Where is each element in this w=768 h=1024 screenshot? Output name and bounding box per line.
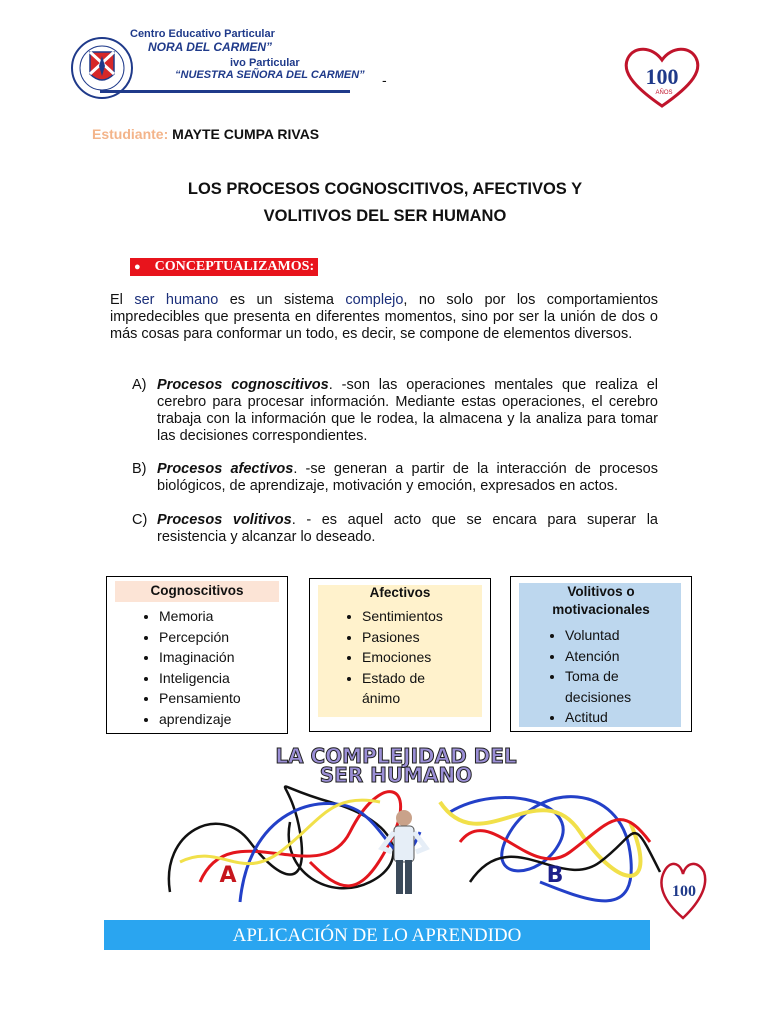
list-item: • Pasiones	[362, 627, 448, 648]
box-heading: Cognoscitivos	[115, 581, 279, 602]
box-cognoscitivos	[106, 576, 288, 734]
school-name-line4: “NUESTRA SEÑORA DEL CARMEN”	[175, 69, 365, 81]
list-item: • Voluntad	[565, 625, 655, 646]
title-line1: LOS PROCESOS COGNOSCITIVOS, AFECTIVOS Y	[187, 180, 583, 198]
bullet-dot-icon: ●	[134, 261, 141, 273]
page-title	[120, 176, 650, 230]
svg-text:100: 100	[672, 883, 696, 900]
complexity-illustration	[160, 742, 668, 905]
illustration-title-2: SER HUMANO	[319, 763, 473, 787]
school-name-line3: ivo Particular	[230, 57, 300, 69]
box-heading: Afectivos	[369, 585, 431, 600]
student-name: MAYTE CUMPA RIVAS	[172, 126, 320, 142]
box-list	[511, 625, 655, 728]
list-item: • Imaginación	[159, 647, 287, 668]
list-item: • Toma de decisiones	[565, 666, 655, 707]
illustration-title-1: LA COMPLEJIDAD DEL	[275, 744, 517, 768]
item-text: . -son las operaciones mentales que realiza el cerebro para procesar información. Mediante estas operaciones, el cerebro trabaja con la información que le rodea, la almacena y la analiza para tomar las decisiones correspondientes.	[157, 377, 659, 444]
item-text: . -se generan a partir de la interacción de procesos biológicos, de aprendizaje, motivación y emoción, expresados en actos.	[157, 461, 658, 494]
list-item: • Inteligencia	[159, 668, 287, 689]
list-item: • Estado de ánimo	[362, 668, 448, 709]
list-item: • aprendizaje	[159, 709, 287, 730]
header-divider	[100, 90, 350, 93]
process-item-a	[132, 377, 658, 445]
intro-text: El	[110, 292, 135, 308]
item-text: . - es aquel acto que se encara para superar la resistencia y alcanzar lo deseado.	[157, 512, 658, 545]
intro-paragraph	[110, 292, 658, 343]
school-name-line2: NORA DEL CARMEN”	[148, 40, 273, 54]
svg-text:AÑOS: AÑOS	[655, 90, 673, 96]
item-term: Procesos cognoscitivos	[157, 377, 329, 393]
svg-text:100: 100	[645, 64, 679, 89]
item-letter: B)	[132, 461, 147, 477]
box-afectivos	[309, 578, 491, 732]
list-item: • Actitud	[565, 707, 655, 728]
item-letter: C)	[132, 512, 148, 528]
section-tag	[130, 258, 318, 276]
intro-text: es un sistema	[218, 292, 346, 308]
anniversary-100-logo	[620, 40, 704, 115]
label-a: A	[219, 863, 237, 888]
list-item: • Memoria	[159, 606, 287, 627]
section-tag-label: CONCEPTUALIZAMOS:	[154, 259, 315, 274]
item-letter: A)	[132, 377, 147, 393]
link-complejo[interactable]: complejo	[345, 292, 404, 308]
anniversary-100-logo-small	[658, 852, 708, 927]
box-heading: Volitivos o motivacionales	[552, 584, 650, 617]
school-seal-logo	[68, 36, 136, 105]
intro-text: , no solo por los comportamientos impredecibles que presenta en diferentes momentos, sino por ser la unión de dos o más cosas para conformar un todo, es decir, se compone de elementos diversos.	[110, 292, 659, 342]
item-term: Procesos afectivos	[157, 461, 294, 477]
label-b: B	[546, 863, 564, 888]
title-line2: VOLITIVOS DEL SER HUMANO	[263, 207, 507, 225]
list-item: • Atención	[565, 646, 655, 667]
school-name-line1: Centro Educativo Particular	[130, 28, 275, 40]
list-item: • Pensamiento	[159, 688, 287, 709]
header-dash: -	[382, 72, 387, 88]
item-term: Procesos volitivos	[157, 512, 292, 528]
list-item: • Percepción	[159, 627, 287, 648]
link-ser-humano[interactable]: ser humano	[134, 292, 219, 308]
box-list	[310, 606, 448, 709]
student-label: Estudiante:	[92, 126, 169, 142]
process-item-b	[132, 461, 658, 495]
box-volitivos	[510, 576, 692, 732]
section-banner: APLICACIÓN DE LO APRENDIDO	[104, 920, 650, 950]
process-item-c	[132, 512, 658, 546]
student-line	[92, 126, 319, 142]
list-item: • Sentimientos	[362, 606, 448, 627]
list-item: • Emociones	[362, 647, 448, 668]
box-list	[107, 606, 287, 729]
